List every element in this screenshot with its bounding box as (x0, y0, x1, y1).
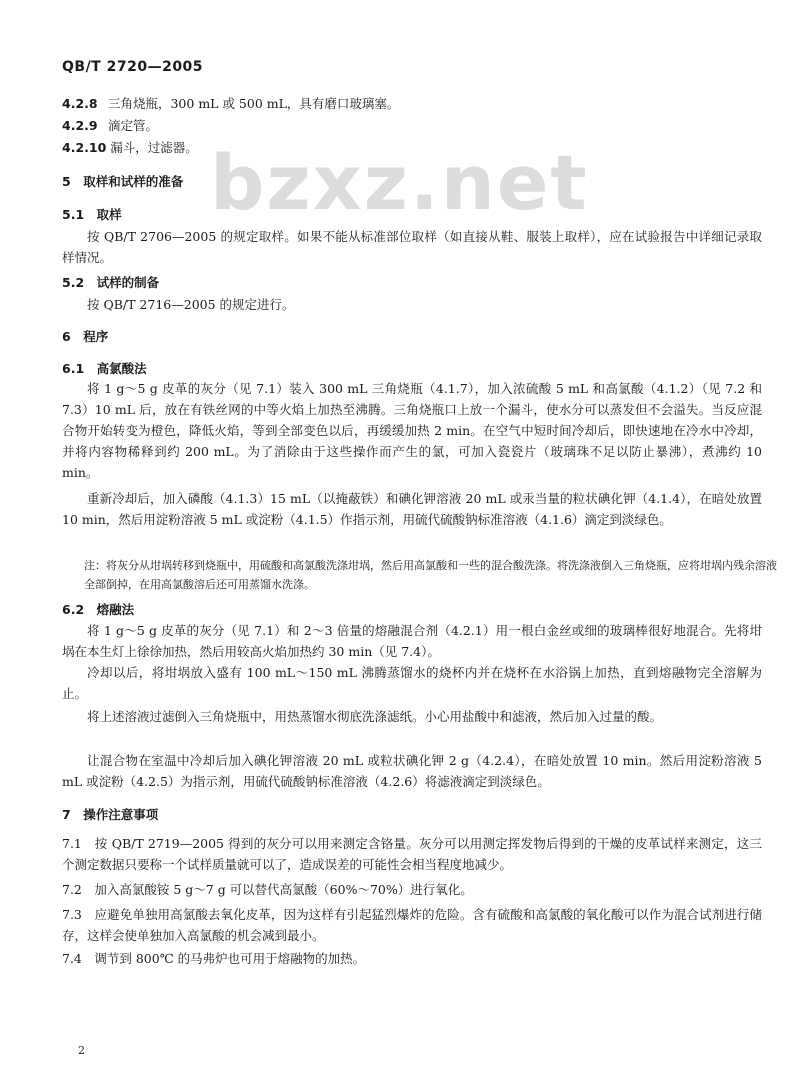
section-6-2-title: 6.2 熔融法 (62, 602, 135, 617)
section-6-1-paragraph-2: 重新冷却后，加入磷酸（4.1.3）15 mL（以掩蔽铁）和碘化钾溶液 20 mL 或汞当量的粒状碘化钾（4.1.4），在暗处放置 10 min，然后用淀粉溶液 5 mL 或淀粉（4.1.5）作指示剂，用硫代硫酸钠标准溶液（4.1.6）滴定到淡绿色。 (62, 491, 762, 527)
section-5-1-title: 5.1 取样 (62, 207, 122, 222)
section-7-2: 7.2 加入高氯酸铵 5 g～7 g 可以替代高氯酸（60%～70%）进行氧化。 (62, 882, 473, 897)
item-number: 4.2.9 (62, 118, 98, 133)
list-item (62, 95, 762, 113)
section-5-2-text: 按 QB/T 2716—2005 的规定进行。 (87, 297, 295, 312)
watermark: bzxz.net (210, 138, 589, 227)
item-text: 漏斗，过滤器。 (110, 140, 198, 155)
section-7-3: 7.3 应避免单独用高氯酸去氧化皮革，因为这样有引起猛烈爆炸的危险。含有硫酸和高氯酸的氧化酸可以作为混合试剂进行储存，这样会使单独加入高氯酸的机会减到最小。 (62, 907, 762, 943)
section-6-2-paragraph-3: 将上述溶液过滤倒入三角烧瓶中，用热蒸馏水彻底洗涤滤纸。小心用盐酸中和滤液，然后加入过量的酸。 (87, 709, 663, 724)
list-item (62, 117, 762, 135)
item-number: 4.2.10 (62, 140, 107, 155)
section-6-2-paragraph-2: 冷却以后，将坩埚放入盛有 100 mL～150 mL 沸腾蒸馏水的烧杯内并在烧杯在水浴锅上加热，直到熔融物完全溶解为止。 (62, 665, 762, 701)
item-number: 4.2.8 (62, 96, 98, 111)
section-6-1-title: 6.1 高氯酸法 (62, 361, 147, 376)
section-5-title: 5 取样和试样的准备 (62, 174, 184, 189)
section-7-4: 7.4 调节到 800℃ 的马弗炉也可用于熔融物的加热。 (62, 951, 366, 966)
section-6-1-note: 注：将灰分从坩埚转移到烧瓶中，用硫酸和高氯酸洗涤坩埚，然后用高氯酸和一些的混合酸洗涤。将洗涤液倒入三角烧瓶，应将坩埚内残余溶液全部倒掉，在用高氯酸溶后还可用蒸馏水洗涤。 (84, 559, 777, 591)
section-6-1-paragraph-1: 将 1 g～5 g 皮革的灰分（见 7.1）装入 300 mL 三角烧瓶（4.1.7），加入浓硫酸 5 mL 和高氯酸（4.1.2）（见 7.2 和 7.3）10 mL 后，放在有铁丝网的中等火焰上加热至沸腾。三角烧瓶口上放一个漏斗，使水分可以蒸发但不会溢失。当反应混合物开始转变为橙色，降低火焰，等到全部变色以后，再缓缓加热 2 min。在空气中短时间冷却后，即快速地在冷水中冷却，并将内容物稀释到约 200 mL。为了消除由于这些操作而产生的氯，可加入瓷瓷片（玻璃珠不足以防止暴沸），煮沸约 10 min。 (62, 381, 762, 480)
section-6-2-paragraph-1: 将 1 g～5 g 皮革的灰分（见 7.1）和 2～3 倍量的熔融混合剂（4.2.1）用一根白金丝或细的玻璃棒很好地混合。先将坩埚在本生灯上徐徐加热，然后用较高火焰加热约 30 min（见 7.4）。 (62, 623, 762, 659)
section-5-2-title: 5.2 试样的制备 (62, 275, 160, 290)
list-item (62, 139, 762, 157)
page-number: 2 (78, 1044, 85, 1057)
section-5-1-text: 按 QB/T 2706—2005 的规定取样。如果不能从标准部位取样（如直接从鞋、服装上取样），应在试验报告中详细记录取样情况。 (62, 229, 762, 265)
section-6-2-paragraph-4: 让混合物在室温中冷却后加入碘化钾溶液 20 mL 或粒状碘化钾 2 g（4.2.4），在暗处放置 10 min。然后用淀粉溶液 5 mL 或淀粉（4.2.5）为指示剂，用硫代硫酸钠标准溶液（4.2.6）将滤液滴定到淡绿色。 (62, 753, 762, 789)
standard-number-header: QB/T 2720—2005 (62, 59, 204, 75)
section-6-title: 6 程序 (62, 329, 109, 344)
item-text: 三角烧瓶，300 mL 或 500 mL，具有磨口玻璃塞。 (107, 96, 400, 111)
item-text: 滴定管。 (107, 118, 158, 133)
section-7-title: 7 操作注意事项 (62, 807, 159, 822)
section-7-1: 7.1 按 QB/T 2719—2005 得到的灰分可以用来测定含铬量。灰分可以用测定挥发物后得到的干燥的皮革试样来测定，这三个测定数据只要称一个试样质量就可以了，造成误差的可能性会相当程度地减少。 (62, 836, 762, 872)
